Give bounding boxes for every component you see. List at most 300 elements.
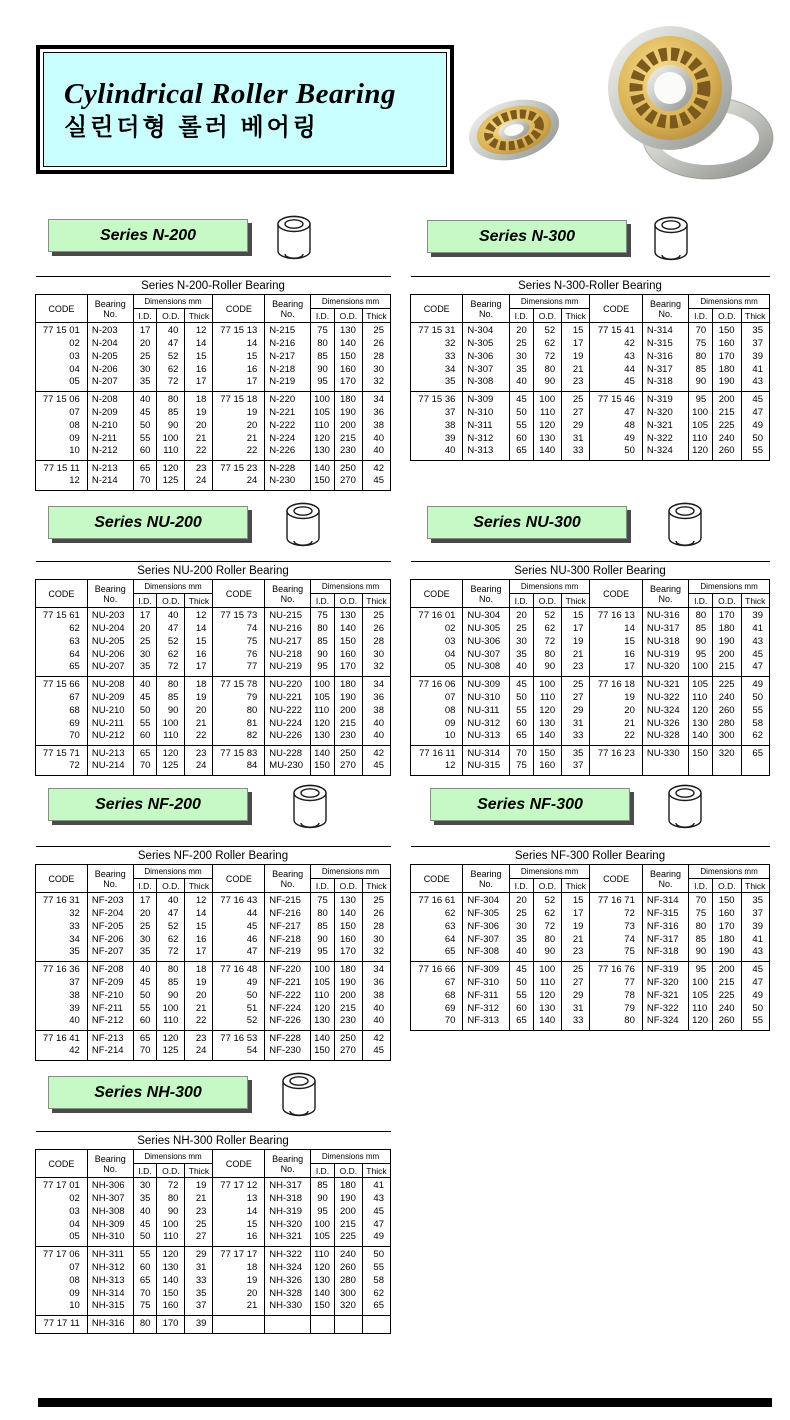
col-header-bearing-no: Bearing No. [463, 865, 509, 893]
code-cell: 77 16 76 [590, 962, 642, 977]
thick-cell: 25 [185, 1218, 213, 1231]
table-title: Series NU-200 Roller Bearing [36, 562, 391, 580]
id-cell: 85 [311, 350, 335, 363]
od-cell: 170 [713, 920, 741, 933]
table-row-group [411, 608, 770, 677]
bearing-no-cell: N-311 [463, 419, 509, 432]
od-cell: 190 [713, 376, 741, 392]
table-row [411, 730, 770, 746]
od-cell: 180 [713, 622, 741, 635]
table-row [36, 1261, 391, 1274]
table-row [36, 1031, 391, 1046]
thick-cell: 27 [562, 976, 590, 989]
code-cell: 16 [213, 363, 265, 376]
thick-cell [362, 1316, 390, 1334]
thick-cell: 41 [741, 363, 769, 376]
thick-cell: 40 [362, 717, 390, 730]
thick-cell: 34 [362, 392, 390, 407]
bearing-no-cell: NH-309 [87, 1218, 133, 1231]
col-header-dimensions: Dimensions mm [311, 295, 391, 309]
col-header-id: I.D. [133, 309, 157, 323]
id-cell: 50 [133, 989, 157, 1002]
od-cell: 170 [713, 350, 741, 363]
code-cell: 77 17 12 [213, 1178, 265, 1193]
thick-cell: 21 [562, 363, 590, 376]
od-cell: 40 [157, 893, 185, 908]
code-cell: 77 15 73 [213, 608, 265, 623]
col-header-id: I.D. [509, 879, 533, 893]
id-cell: 45 [133, 691, 157, 704]
bearing-table [410, 276, 770, 461]
bearing-no-cell: N-313 [463, 445, 509, 461]
od-cell: 300 [713, 730, 741, 746]
code-cell: 21 [213, 432, 265, 445]
code-cell: 77 17 01 [36, 1178, 88, 1193]
col-header-dimensions: Dimensions mm [311, 865, 391, 879]
od-cell: 40 [157, 608, 185, 623]
id-cell: 90 [689, 376, 713, 392]
thick-cell: 25 [562, 962, 590, 977]
thick-cell: 58 [362, 1274, 390, 1287]
id-cell: 40 [509, 946, 533, 962]
bearing-no-cell: NU-221 [265, 691, 311, 704]
od-cell: 150 [713, 893, 741, 908]
bearing-no-cell: NH-312 [87, 1261, 133, 1274]
bearing-no-cell: N-218 [265, 363, 311, 376]
bearing-photo-small-image [458, 85, 570, 173]
code-cell: 39 [36, 1002, 88, 1015]
bearing-no-cell: N-307 [463, 363, 509, 376]
table-row [411, 376, 770, 392]
id-cell: 105 [311, 406, 335, 419]
code-cell: 20 [213, 419, 265, 432]
od-cell: 150 [334, 635, 362, 648]
table-row [36, 445, 391, 461]
thick-cell: 38 [362, 704, 390, 717]
od-cell: 260 [713, 445, 741, 461]
code-cell: 04 [36, 1218, 88, 1231]
id-cell: 40 [509, 376, 533, 392]
code-cell: 32 [411, 337, 463, 350]
table-row [36, 893, 391, 908]
od-cell: 215 [334, 1002, 362, 1015]
bearing-no-cell: N-318 [642, 376, 688, 392]
bearing-no-cell: N-322 [642, 432, 688, 445]
id-cell [311, 1316, 335, 1334]
col-header-dimensions: Dimensions mm [133, 865, 213, 879]
code-cell: 16 [213, 1231, 265, 1247]
code-cell: 05 [411, 661, 463, 677]
table-row [411, 635, 770, 648]
thick-cell: 15 [562, 323, 590, 338]
table-row [36, 704, 391, 717]
thick-cell: 28 [362, 350, 390, 363]
table-row-group [411, 392, 770, 461]
col-header-code: CODE [36, 580, 88, 608]
bearing-no-cell: NU-215 [265, 608, 311, 623]
od-cell: 62 [533, 622, 561, 635]
bearing-no-cell: N-204 [87, 337, 133, 350]
od-cell: 150 [713, 323, 741, 338]
col-header-code: CODE [411, 865, 463, 893]
col-header-bearing-no: Bearing No. [87, 580, 133, 608]
bearing-no-cell: N-315 [642, 337, 688, 350]
od-cell: 230 [334, 730, 362, 746]
id-cell: 45 [509, 392, 533, 407]
bearing-no-cell: NH-316 [87, 1316, 133, 1334]
thick-cell: 47 [362, 1218, 390, 1231]
bearing-cross-section-icon [644, 211, 698, 269]
table-title: Series NF-200 Roller Bearing [36, 847, 391, 865]
bearing-no-cell: NU-208 [87, 677, 133, 692]
thick-cell: 55 [362, 1261, 390, 1274]
bearing-table [410, 846, 770, 1031]
id-cell: 110 [689, 691, 713, 704]
id-cell: 20 [133, 622, 157, 635]
table-title: Series N-200-Roller Bearing [36, 277, 391, 295]
table-row [411, 406, 770, 419]
table-row [411, 704, 770, 717]
col-header-bearing-no: Bearing No. [87, 865, 133, 893]
table-row [36, 392, 391, 407]
thick-cell: 45 [741, 392, 769, 407]
bearing-no-cell: N-211 [87, 432, 133, 445]
thick-cell: 22 [185, 445, 213, 461]
thick-cell: 49 [741, 989, 769, 1002]
thick-cell: 43 [741, 946, 769, 962]
od-cell: 200 [713, 648, 741, 661]
thick-cell: 40 [362, 1002, 390, 1015]
thick-cell: 23 [562, 946, 590, 962]
id-cell: 20 [509, 608, 533, 623]
code-cell: 73 [590, 920, 642, 933]
bearing-no-cell: N-314 [642, 323, 688, 338]
thick-cell: 23 [562, 376, 590, 392]
table-row [411, 946, 770, 962]
bearing-no-cell: NU-328 [642, 730, 688, 746]
id-cell: 70 [509, 746, 533, 761]
id-cell: 80 [311, 337, 335, 350]
thick-cell: 15 [562, 608, 590, 623]
code-cell: 38 [411, 419, 463, 432]
code-cell: 22 [590, 730, 642, 746]
thick-cell: 40 [362, 730, 390, 746]
table-row [411, 717, 770, 730]
table-row [36, 717, 391, 730]
col-header-code: CODE [590, 580, 642, 608]
table-header-row [411, 295, 770, 309]
thick-cell: 31 [185, 1261, 213, 1274]
id-cell: 100 [311, 962, 335, 977]
table-header-row [411, 865, 770, 879]
series-badge-nf300: Series NF-300 [430, 788, 630, 821]
bearing-no-cell: N-217 [265, 350, 311, 363]
table-row [36, 1316, 391, 1334]
id-cell: 95 [689, 392, 713, 407]
id-cell: 90 [311, 363, 335, 376]
id-cell: 65 [509, 1015, 533, 1031]
id-cell: 140 [689, 730, 713, 746]
id-cell: 110 [311, 704, 335, 717]
bearing-no-cell: NH-328 [265, 1287, 311, 1300]
id-cell: 30 [509, 350, 533, 363]
thick-cell: 50 [362, 1247, 390, 1262]
code-cell: 72 [590, 907, 642, 920]
code-cell: 62 [36, 622, 88, 635]
od-cell: 190 [713, 946, 741, 962]
bearing-no-cell: NH-311 [87, 1247, 133, 1262]
thick-cell: 50 [741, 432, 769, 445]
col-header-thick: Thick [185, 594, 213, 608]
col-header-dimensions: Dimensions mm [133, 580, 213, 594]
id-cell: 90 [311, 648, 335, 661]
bearing-no-cell: NU-214 [87, 760, 133, 776]
od-cell: 100 [533, 962, 561, 977]
id-cell: 50 [509, 691, 533, 704]
thick-cell: 20 [185, 704, 213, 717]
code-cell: 77 15 31 [411, 323, 463, 338]
id-cell: 95 [311, 946, 335, 962]
code-cell: 45 [213, 920, 265, 933]
thick-cell: 15 [185, 635, 213, 648]
code-cell: 77 15 23 [213, 461, 265, 476]
table-row [36, 1045, 391, 1061]
code-cell: 02 [411, 622, 463, 635]
code-cell: 77 16 48 [213, 962, 265, 977]
thick-cell: 65 [741, 746, 769, 761]
id-cell: 40 [133, 1205, 157, 1218]
code-cell: 77 16 11 [411, 746, 463, 761]
od-cell: 52 [533, 323, 561, 338]
thick-cell: 45 [362, 1045, 390, 1061]
id-cell: 130 [689, 717, 713, 730]
id-cell: 130 [311, 1015, 335, 1031]
code-cell: 12 [36, 475, 88, 491]
code-cell: 75 [590, 946, 642, 962]
id-cell: 65 [509, 445, 533, 461]
col-header-thick: Thick [362, 1164, 390, 1178]
bearing-no-cell: NH-319 [265, 1205, 311, 1218]
code-cell: 19 [213, 406, 265, 419]
code-cell: 77 17 11 [36, 1316, 88, 1334]
id-cell: 95 [311, 376, 335, 392]
od-cell: 150 [334, 350, 362, 363]
col-header-code: CODE [411, 580, 463, 608]
table-row-group [36, 1316, 391, 1334]
thick-cell: 36 [362, 976, 390, 989]
bearing-no-cell: NU-309 [463, 677, 509, 692]
id-cell: 105 [311, 976, 335, 989]
bearing-no-cell: NU-210 [87, 704, 133, 717]
bearing-no-cell: NF-215 [265, 893, 311, 908]
thick-cell: 24 [185, 760, 213, 776]
code-cell: 77 15 06 [36, 392, 88, 407]
od-cell: 250 [334, 746, 362, 761]
thick-cell: 17 [185, 661, 213, 677]
code-cell: 15 [590, 635, 642, 648]
id-cell: 70 [133, 760, 157, 776]
code-cell: 77 15 83 [213, 746, 265, 761]
table-row [411, 933, 770, 946]
code-cell: 63 [411, 920, 463, 933]
code-cell: 50 [590, 445, 642, 461]
code-cell: 51 [213, 1002, 265, 1015]
od-cell: 80 [533, 933, 561, 946]
table-title-row [36, 847, 391, 865]
thick-cell: 20 [185, 989, 213, 1002]
thick-cell: 30 [362, 648, 390, 661]
id-cell: 150 [311, 1300, 335, 1316]
code-cell: 70 [411, 1015, 463, 1031]
table-row [36, 350, 391, 363]
bearing-no-cell: N-219 [265, 376, 311, 392]
table-row-group [36, 392, 391, 461]
thick-cell: 40 [362, 445, 390, 461]
od-cell: 120 [533, 704, 561, 717]
bearing-no-cell: NF-307 [463, 933, 509, 946]
table-row [411, 323, 770, 338]
id-cell: 55 [509, 704, 533, 717]
id-cell: 70 [133, 475, 157, 491]
thick-cell: 47 [741, 976, 769, 989]
table-row [36, 406, 391, 419]
col-header-dimensions: Dimensions mm [509, 295, 590, 309]
thick-cell: 32 [362, 661, 390, 677]
table-row-group [36, 962, 391, 1031]
code-cell: 79 [213, 691, 265, 704]
table-row [411, 608, 770, 623]
thick-cell: 29 [562, 419, 590, 432]
col-header-thick: Thick [185, 1164, 213, 1178]
id-cell: 120 [689, 1015, 713, 1031]
col-header-bearing-no: Bearing No. [463, 295, 509, 323]
od-cell: 85 [157, 976, 185, 989]
id-cell: 105 [311, 1231, 335, 1247]
bearing-no-cell: NH-322 [265, 1247, 311, 1262]
code-cell: 77 15 61 [36, 608, 88, 623]
code-cell: 34 [36, 933, 88, 946]
bearing-no-cell: NF-309 [463, 962, 509, 977]
col-header-code: CODE [36, 295, 88, 323]
thick-cell: 23 [562, 661, 590, 677]
od-cell: 80 [157, 1192, 185, 1205]
code-cell: 13 [213, 1192, 265, 1205]
thick-cell: 24 [185, 475, 213, 491]
bearing-cross-section-icon [658, 497, 712, 555]
code-cell: 35 [411, 376, 463, 392]
od-cell: 85 [157, 691, 185, 704]
od-cell: 90 [533, 376, 561, 392]
table-row [36, 746, 391, 761]
id-cell: 30 [509, 920, 533, 933]
table-row [36, 363, 391, 376]
bearing-no-cell: NU-307 [463, 648, 509, 661]
bearing-no-cell: NH-326 [265, 1274, 311, 1287]
id-cell: 55 [133, 1002, 157, 1015]
od-cell: 72 [157, 376, 185, 392]
thick-cell: 25 [362, 323, 390, 338]
col-header-id: I.D. [689, 309, 713, 323]
od-cell: 62 [157, 933, 185, 946]
table-row-group [36, 1031, 391, 1061]
code-cell: 77 15 66 [36, 677, 88, 692]
id-cell: 85 [311, 635, 335, 648]
od-cell: 72 [157, 1178, 185, 1193]
table-row [36, 1178, 391, 1193]
id-cell: 40 [509, 661, 533, 677]
od-cell: 240 [713, 432, 741, 445]
bearing-no-cell: NU-312 [463, 717, 509, 730]
thick-cell: 26 [362, 622, 390, 635]
od-cell: 230 [334, 1015, 362, 1031]
bearing-table [35, 276, 391, 491]
code-cell: 15 [213, 350, 265, 363]
bearing-no-cell: N-321 [642, 419, 688, 432]
thick-cell: 12 [185, 608, 213, 623]
table-header-row [411, 580, 770, 594]
id-cell: 30 [509, 635, 533, 648]
thick-cell: 33 [562, 1015, 590, 1031]
bearing-no-cell: N-208 [87, 392, 133, 407]
thick-cell: 16 [185, 933, 213, 946]
table-row [411, 962, 770, 977]
code-cell: 43 [590, 350, 642, 363]
od-cell: 160 [713, 337, 741, 350]
series-badge-n200: Series N-200 [48, 219, 248, 252]
bearing-no-cell: NF-312 [463, 1002, 509, 1015]
id-cell: 75 [311, 608, 335, 623]
bearing-no-cell: NF-319 [642, 962, 688, 977]
code-cell: 72 [36, 760, 88, 776]
table-row-group [36, 1178, 391, 1247]
id-cell: 100 [689, 406, 713, 419]
id-cell: 100 [689, 976, 713, 989]
code-cell: 14 [213, 1205, 265, 1218]
code-cell: 08 [36, 1274, 88, 1287]
table-row-group [411, 323, 770, 392]
table-row [411, 920, 770, 933]
od-cell: 160 [713, 907, 741, 920]
thick-cell: 25 [562, 392, 590, 407]
id-cell: 85 [311, 920, 335, 933]
table-row [36, 608, 391, 623]
od-cell: 47 [157, 907, 185, 920]
od-cell: 320 [334, 1300, 362, 1316]
code-cell: 70 [36, 730, 88, 746]
thick-cell: 29 [562, 704, 590, 717]
bearing-no-cell: N-312 [463, 432, 509, 445]
thick-cell: 41 [741, 933, 769, 946]
table-title-row [411, 847, 770, 865]
code-cell: 77 16 31 [36, 893, 88, 908]
bearing-no-cell: NF-321 [642, 989, 688, 1002]
bearing-no-cell: NU-310 [463, 691, 509, 704]
code-cell: 14 [213, 337, 265, 350]
od-cell: 130 [334, 323, 362, 338]
thick-cell: 32 [362, 946, 390, 962]
table-row [411, 350, 770, 363]
col-header-code: CODE [590, 865, 642, 893]
thick-cell: 19 [185, 976, 213, 989]
table-row [411, 1002, 770, 1015]
od-cell: 90 [533, 946, 561, 962]
series-badge-nh300: Series NH-300 [48, 1076, 248, 1109]
od-cell: 130 [533, 717, 561, 730]
bearing-no-cell: NF-314 [642, 893, 688, 908]
od-cell: 72 [157, 946, 185, 962]
thick-cell: 40 [362, 1015, 390, 1031]
code-cell: 77 [213, 661, 265, 677]
